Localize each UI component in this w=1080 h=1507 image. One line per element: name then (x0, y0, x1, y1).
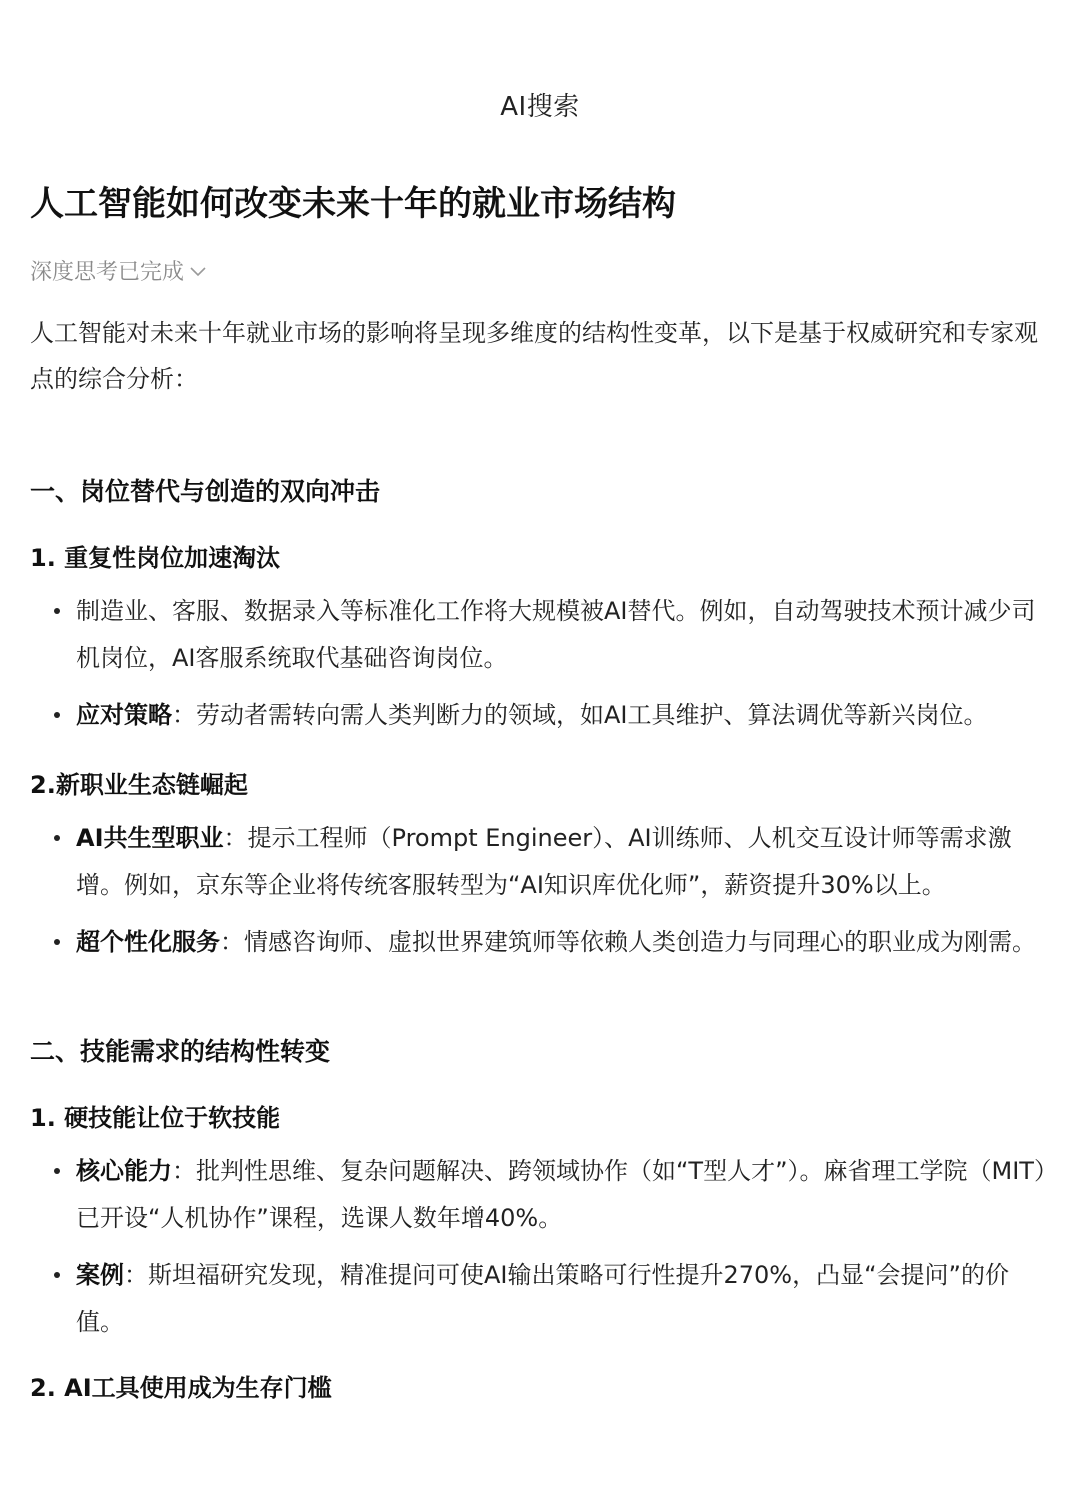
bullet-list (30, 815, 1055, 966)
list-item-text: ：提示工程师（Prompt Engineer）、AI训练师、人机交互设计师等需求激增。例如，京东等企业将传统客服转型为“AI知识库优化师”，薪资提升30%以上。 (76, 824, 1012, 899)
bullet-dot (54, 939, 60, 945)
bullet-list (30, 1148, 1055, 1346)
subsection-heading: 1. 硬技能让位于软技能 (30, 1104, 281, 1132)
bullet-dot (54, 1168, 60, 1174)
list-item-text: ：斯坦福研究发现，精准提问可使AI输出策略可行性提升270%，凸显“会提问”的价值。 (76, 1261, 1009, 1336)
section-heading: 二、技能需求的结构性转变 (30, 1037, 331, 1066)
article-title: 人工智能如何改变未来十年的就业市场结构 (30, 184, 676, 224)
bullet-dot (54, 1272, 60, 1278)
list-item (30, 1148, 1055, 1242)
list-item (30, 588, 1055, 682)
list-item-bold: 应对策略 (76, 701, 172, 729)
thinking-toggle[interactable] (30, 256, 206, 290)
thinking-label: 深度思考已完成 (30, 260, 185, 285)
article-content (30, 176, 1055, 1408)
article-intro: 人工智能对未来十年就业市场的影响将呈现多维度的结构性变革，以下是基于权威研究和专家观点的综合分析： (30, 319, 1038, 393)
list-item (30, 1252, 1055, 1346)
list-item-text: 制造业、客服、数据录入等标准化工作将大规模被AI替代。例如，自动驾驶技术预计减少司机岗位，AI客服系统取代基础咨询岗位。 (76, 597, 1036, 672)
subsection-heading: 2.新职业生态链崛起 (30, 771, 248, 799)
list-item (30, 919, 1055, 966)
bullet-dot (54, 835, 60, 841)
list-item-bold: 超个性化服务 (76, 928, 220, 956)
chevron-down-icon (190, 255, 206, 289)
list-item (30, 815, 1055, 909)
bullet-dot (54, 608, 60, 614)
bullet-dot (54, 712, 60, 718)
subsection-heading: 1. 重复性岗位加速淘汰 (30, 544, 281, 572)
list-item-text: ：劳动者需转向需人类判断力的领域，如AI工具维护、算法调优等新兴岗位。 (172, 701, 988, 729)
list-item-text: ：情感咨询师、虚拟世界建筑师等依赖人类创造力与同理心的职业成为刚需。 (220, 928, 1036, 956)
subsection-heading: 2. AI工具使用成为生存门槛 (30, 1374, 332, 1402)
bullet-list (30, 588, 1055, 739)
list-item-bold: AI共生型职业 (76, 824, 224, 852)
list-item-bold: 核心能力 (76, 1157, 172, 1185)
list-item-text: ：批判性思维、复杂问题解决、跨领域协作（如“T型人才”）。麻省理工学院（MIT）已开设“人机协作”课程，选课人数年增40%。 (76, 1157, 1046, 1232)
list-item (30, 692, 1055, 739)
page-header-title: AI搜索 (500, 92, 580, 122)
section-heading: 一、岗位替代与创造的双向冲击 (30, 477, 381, 506)
list-item-bold: 案例 (76, 1261, 124, 1289)
